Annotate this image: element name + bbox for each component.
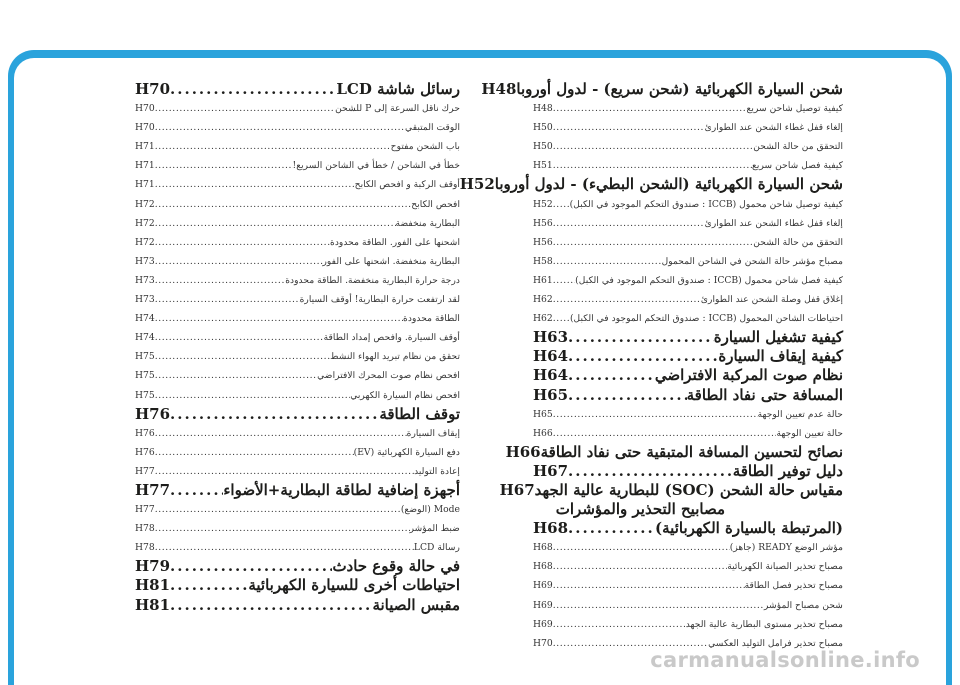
toc-entry-title: دليل توفير الطاقة: [732, 461, 843, 480]
toc-entry-title: مصباح تحذير الصيانة الكهربائية: [727, 561, 843, 573]
toc-page-number: H56: [533, 217, 553, 229]
toc-heading[interactable]: [135, 80, 460, 99]
toc-page-number: H73: [135, 255, 155, 267]
toc-dot-leader: [553, 290, 701, 309]
toc-page-number: H50: [533, 141, 553, 153]
toc-dot-leader: [170, 557, 332, 576]
toc-entry[interactable]: [135, 328, 460, 347]
toc-entry-title: كيفية تشغيل السيارة: [713, 328, 843, 347]
toc-entry-title: شحن السيارة الكهربائية (الشحن البطيء) - لدول أوروبا: [494, 175, 843, 194]
toc-page-number: H64: [533, 347, 569, 366]
toc-entry-title: مقبس الصيانة: [372, 595, 460, 614]
toc-heading[interactable]: [135, 557, 460, 576]
toc-page-number: H81: [135, 576, 171, 595]
toc-entry-title: أجهزة إضافية لطاقة البطارية+الأضواء: [223, 480, 460, 499]
toc-heading[interactable]: [533, 386, 843, 405]
toc-entry-title: باب الشحن مفتوح: [390, 141, 460, 153]
toc-dot-leader: [155, 443, 354, 462]
toc-entry-title: إيقاف السيارة: [406, 427, 460, 439]
toc-heading[interactable]: [135, 481, 460, 500]
toc-entry[interactable]: [533, 156, 843, 175]
toc-dot-leader: [155, 366, 317, 385]
toc-dot-leader: [553, 576, 745, 595]
toc-entry[interactable]: [135, 290, 460, 309]
toc-entry-title: البطارية منخفضة: [395, 217, 460, 229]
toc-entry-title: إغلاق قفل وصلة الشحن عند الطوارئ: [700, 294, 843, 306]
toc-page-number: H48: [481, 80, 517, 98]
toc-entry[interactable]: [533, 615, 843, 634]
toc-entry-title: التحقق من حالة الشحن: [753, 141, 843, 153]
toc-page-number: H79: [135, 557, 171, 576]
toc-dot-leader: [553, 137, 754, 156]
toc-dot-leader: [553, 99, 747, 118]
toc-heading[interactable]: [135, 405, 460, 424]
toc-entry[interactable]: [135, 233, 460, 252]
toc-dot-leader: [155, 538, 414, 557]
toc-dot-leader: [568, 386, 687, 405]
toc-entry[interactable]: [135, 519, 460, 538]
toc-dot-leader: [155, 462, 414, 481]
toc-page-number: H74: [135, 332, 155, 344]
toc-page-number: H70: [135, 122, 155, 134]
toc-page-number: H81: [135, 595, 171, 614]
toc-entry-title: افحص الكابح: [411, 198, 460, 210]
toc-page-number: H69: [533, 599, 553, 611]
toc-entry-title: في حالة وقوع حادث: [332, 557, 460, 576]
toc-entry[interactable]: [533, 118, 843, 137]
toc-dot-leader: [568, 519, 655, 538]
toc-entry[interactable]: [135, 156, 460, 175]
toc-page-number: H77: [135, 465, 155, 477]
toc-page-number: H72: [135, 217, 155, 229]
toc-page-number: H68: [533, 542, 553, 554]
toc-dot-leader: [155, 271, 286, 290]
toc-dot-leader: [568, 347, 718, 366]
toc-page-number: H68: [533, 561, 553, 573]
toc-dot-leader: [553, 615, 686, 634]
toc-page-number: H61: [533, 274, 553, 286]
toc-entry[interactable]: [533, 252, 843, 271]
toc-heading-line: مصابيح التحذير والمؤشرات: [555, 500, 725, 519]
toc-page-number: H68: [533, 519, 569, 538]
toc-entry[interactable]: [533, 538, 843, 557]
toc-entry-title: إلغاء قفل غطاء الشحن عند الطوارئ: [704, 217, 843, 229]
toc-page-number: H75: [135, 389, 155, 401]
toc-entry-title: تحقق من نظام تبريد الهواء النشط: [330, 351, 460, 363]
toc-page-number: H74: [135, 313, 155, 325]
toc-page-number: H65: [533, 408, 553, 420]
toc-entry[interactable]: [135, 137, 460, 156]
toc-entry[interactable]: [135, 195, 460, 214]
toc-heading[interactable]: [481, 80, 843, 99]
toc-dot-leader: [155, 424, 407, 443]
toc-heading[interactable]: [135, 576, 460, 595]
toc-entry-title: دفع السيارة الكهربائية (EV): [353, 446, 460, 458]
toc-entry-title: مصباح مؤشر حالة الشحن في الشاحن المحمول: [661, 255, 843, 267]
toc-page-number: H52: [533, 198, 553, 210]
toc-page-number: H67: [499, 480, 535, 499]
toc-entry-title: افحص نظام السيارة الكهربي: [350, 389, 460, 401]
toc-entry[interactable]: [533, 290, 843, 309]
toc-dot-leader: [155, 309, 403, 328]
toc-entry-title: مصباح تحذير فصل الطاقة: [744, 580, 843, 592]
toc-dot-leader: [155, 156, 293, 175]
toc-entry[interactable]: [135, 271, 460, 290]
toc-page-number: H75: [135, 351, 155, 363]
toc-entry-title: لقد ارتفعت حرارة البطارية! أوقف السيارة: [299, 294, 460, 306]
toc-dot-leader: [155, 519, 410, 538]
toc-entry[interactable]: [135, 424, 460, 443]
toc-entry-title: حالة تعيين الوجهة: [776, 427, 843, 439]
toc-page-number: H48: [533, 103, 553, 115]
toc-entry[interactable]: [135, 538, 460, 557]
toc-entry[interactable]: [533, 271, 843, 290]
toc-entry[interactable]: [135, 500, 460, 519]
toc-entry[interactable]: [135, 347, 460, 366]
toc-page-number: H70: [135, 80, 171, 98]
toc-dot-leader: [155, 347, 330, 366]
toc-entry[interactable]: [135, 309, 460, 328]
toc-page-number: H69: [533, 618, 553, 630]
toc-entry-title: رسالة LCD: [413, 542, 460, 554]
toc-entry-title: كيفية إيقاف السيارة: [718, 347, 843, 366]
toc-page-number: H76: [135, 427, 155, 439]
toc-heading[interactable]: [505, 442, 843, 462]
toc-page-number: H76: [135, 404, 171, 423]
toc-entry-title: نصائح لتحسين المسافة المتبقية حتى نفاد الطاقة: [540, 442, 843, 461]
toc-entry-title: حالة عدم تعيين الوجهة: [757, 408, 843, 420]
toc-entry[interactable]: [533, 214, 843, 233]
toc-page-number: H70: [135, 103, 155, 115]
toc-dot-leader: [155, 175, 355, 194]
toc-entry-title: اشحنها على الفور. الطاقة محدودة: [330, 236, 460, 248]
toc-column-right: [459, 80, 843, 653]
toc-entry-title: المسافة حتى نفاد الطاقة: [686, 385, 843, 404]
toc-dot-leader: [155, 328, 324, 347]
toc-page-number: H52: [459, 175, 495, 194]
toc-dot-leader: [155, 233, 330, 252]
toc-heading[interactable]: [533, 366, 843, 385]
toc-page-number: H56: [533, 236, 553, 248]
toc-dot-leader: [553, 405, 758, 424]
toc-entry-title: كيفية توصيل شاحن محمول (ICCB : صندوق التحكم الموجود في الكبل): [569, 198, 843, 210]
toc-page-number: H64: [533, 366, 569, 385]
toc-page-number: H51: [533, 160, 553, 172]
toc-dot-leader: [553, 271, 575, 290]
toc-dot-leader: [568, 366, 655, 385]
toc-entry-title: إلغاء قفل غطاء الشحن عند الطوارئ: [704, 122, 843, 134]
toc-entry[interactable]: [533, 99, 843, 118]
toc-dot-leader: [553, 309, 570, 328]
toc-dot-leader: [553, 214, 705, 233]
toc-page-number: H72: [135, 236, 155, 248]
toc-dot-leader: [170, 576, 248, 595]
toc-dot-leader: [553, 195, 570, 214]
toc-heading[interactable]: [135, 596, 460, 615]
toc-page-number: H77: [135, 504, 155, 516]
toc-page-number: H77: [135, 480, 171, 499]
toc-entry[interactable]: [135, 175, 460, 194]
toc-dot-leader: [170, 596, 372, 615]
toc-entry-title: كيفية فصل شاحن سريع: [752, 160, 843, 172]
toc-page-number: H62: [533, 313, 553, 325]
toc-entry[interactable]: [533, 137, 843, 156]
toc-page-number: H63: [533, 328, 569, 347]
toc-entry[interactable]: [135, 118, 460, 137]
toc-dot-leader: [155, 99, 335, 118]
toc-entry[interactable]: [135, 214, 460, 233]
toc-entry-title: (المرتبطة بالسيارة الكهربائية): [655, 519, 843, 538]
toc-dot-leader: [155, 137, 391, 156]
toc-entry[interactable]: [533, 195, 843, 214]
toc-entry-title: كيفية فصل شاحن محمول (ICCB : صندوق التحكم الموجود في الكبل): [575, 274, 843, 286]
toc-dot-leader: [568, 328, 714, 347]
toc-dot-leader: [170, 481, 223, 500]
toc-dot-leader: [155, 118, 405, 137]
toc-dot-leader: [553, 538, 730, 557]
toc-page-number: H73: [135, 274, 155, 286]
toc-page-number: H69: [533, 580, 553, 592]
toc-heading[interactable]: [533, 519, 843, 538]
toc-dot-leader: [553, 252, 662, 271]
toc-dot-leader: [553, 557, 727, 576]
toc-entry-title: شحن السيارة الكهربائية (شحن سريع) - لدول أوروبا: [516, 80, 843, 98]
toc-entry-title: خطأ في الشاحن / خطأ في الشاحن السريع!: [292, 160, 460, 172]
toc-entry[interactable]: [135, 99, 460, 118]
toc-entry-title: كيفية توصيل شاحن سريع: [746, 103, 843, 115]
toc-entry[interactable]: [135, 386, 460, 405]
toc-page-number: H50: [533, 122, 553, 134]
toc-dot-leader: [155, 386, 351, 405]
toc-heading[interactable]: [533, 328, 843, 347]
toc-dot-leader: [155, 290, 300, 309]
watermark: carmanualsonline.info: [650, 648, 920, 672]
toc-entry-title: توقف الطاقة: [379, 404, 460, 423]
toc-dot-leader: [553, 118, 705, 137]
toc-page-number: H71: [135, 179, 155, 191]
toc-entry[interactable]: [533, 576, 843, 595]
toc-entry[interactable]: [135, 252, 460, 271]
toc-dot-leader: [553, 424, 777, 443]
toc-entry-title: احتياطات أخرى للسيارة الكهربائية: [248, 576, 460, 595]
toc-entry-title: Mode (الوضع): [400, 504, 460, 516]
toc-dot-leader: [155, 500, 401, 519]
toc-entry-title: نظام صوت المركبة الافتراضي: [654, 366, 843, 385]
toc-entry-title: التحقق من حالة الشحن: [753, 236, 843, 248]
toc-dot-leader: [553, 233, 754, 252]
toc-page-number: H71: [135, 160, 155, 172]
toc-page-number: H66: [533, 427, 553, 439]
toc-entry[interactable]: [533, 596, 843, 615]
toc-dot-leader: [155, 195, 412, 214]
toc-entry-title: الوقت المتبقي: [405, 122, 460, 134]
toc-entry[interactable]: [533, 309, 843, 328]
toc-dot-leader: [170, 405, 379, 424]
toc-entry-title: مقياس حالة الشحن (SOC) للبطارية عالية الجهد: [534, 480, 843, 499]
toc-entry-title: حرك ناقل السرعة إلى P للشحن: [335, 103, 460, 115]
toc-page-number: H58: [533, 255, 553, 267]
toc-entry-title: افحص نظام صوت المحرك الافتراضي: [317, 370, 460, 382]
toc-dot-leader: [553, 596, 764, 615]
toc-entry[interactable]: [533, 405, 843, 424]
toc-entry-title: إعادة التوليد: [414, 465, 460, 477]
toc-page-number: H78: [135, 523, 155, 535]
toc-entry[interactable]: [533, 557, 843, 576]
toc-page-number: H66: [505, 442, 541, 461]
toc-page-number: H65: [533, 385, 569, 404]
toc-entry-title: رسائل شاشة LCD: [336, 80, 460, 98]
toc-entry[interactable]: [533, 233, 843, 252]
toc-page-number: H76: [135, 446, 155, 458]
toc-entry-title: مؤشر الوضع READY (جاهز): [729, 542, 843, 554]
toc-dot-leader: [553, 156, 752, 175]
toc-heading[interactable]: [533, 347, 843, 366]
toc-entry[interactable]: [533, 424, 843, 443]
toc-entry-title: درجة حرارة البطارية منخفضة. الطاقة محدودة: [285, 274, 460, 286]
toc-page-number: H72: [135, 198, 155, 210]
toc-entry-title: أوقف الركبة و افحص الكابح: [354, 179, 460, 191]
toc-entry-title: مصباح تحذير فرامل التوليد العكسي: [708, 637, 843, 649]
toc-dot-leader: [170, 80, 336, 99]
toc-entry-title: شحن مصباح المؤشر: [763, 599, 843, 611]
toc-entry-title: مصباح تحذير مستوى البطارية عالية الجهد: [685, 618, 843, 630]
toc-page-number: H71: [135, 141, 155, 153]
toc-page-number: H78: [135, 542, 155, 554]
toc-heading[interactable]: [499, 480, 843, 500]
toc-heading[interactable]: [533, 462, 843, 481]
toc-entry[interactable]: [135, 366, 460, 385]
toc-entry-title: أوقف السيارة. وافحص إمداد الطاقة: [323, 332, 460, 344]
toc-entry-title: البطارية منخفضة. اشحنها على الفور: [322, 255, 460, 267]
toc-page-number: H73: [135, 294, 155, 306]
toc-page-number: H67: [533, 461, 569, 480]
toc-dot-leader: [155, 214, 396, 233]
toc-page-number: H62: [533, 294, 553, 306]
toc-dot-leader: [155, 252, 323, 271]
toc-page-number: H70: [533, 637, 553, 649]
toc-entry[interactable]: [135, 443, 460, 462]
toc-column-left: [135, 80, 460, 615]
toc-entry-title: الطاقة محدودة: [403, 313, 460, 325]
toc-entry-title: احتياطات الشاحن المحمول (ICCB : صندوق التحكم الموجود في الكبل): [569, 313, 843, 325]
toc-page-number: H75: [135, 370, 155, 382]
toc-entry[interactable]: [135, 462, 460, 481]
toc-heading[interactable]: [459, 175, 843, 194]
toc-dot-leader: [568, 462, 733, 481]
toc-entry-title: ضبط المؤشر: [409, 523, 460, 535]
